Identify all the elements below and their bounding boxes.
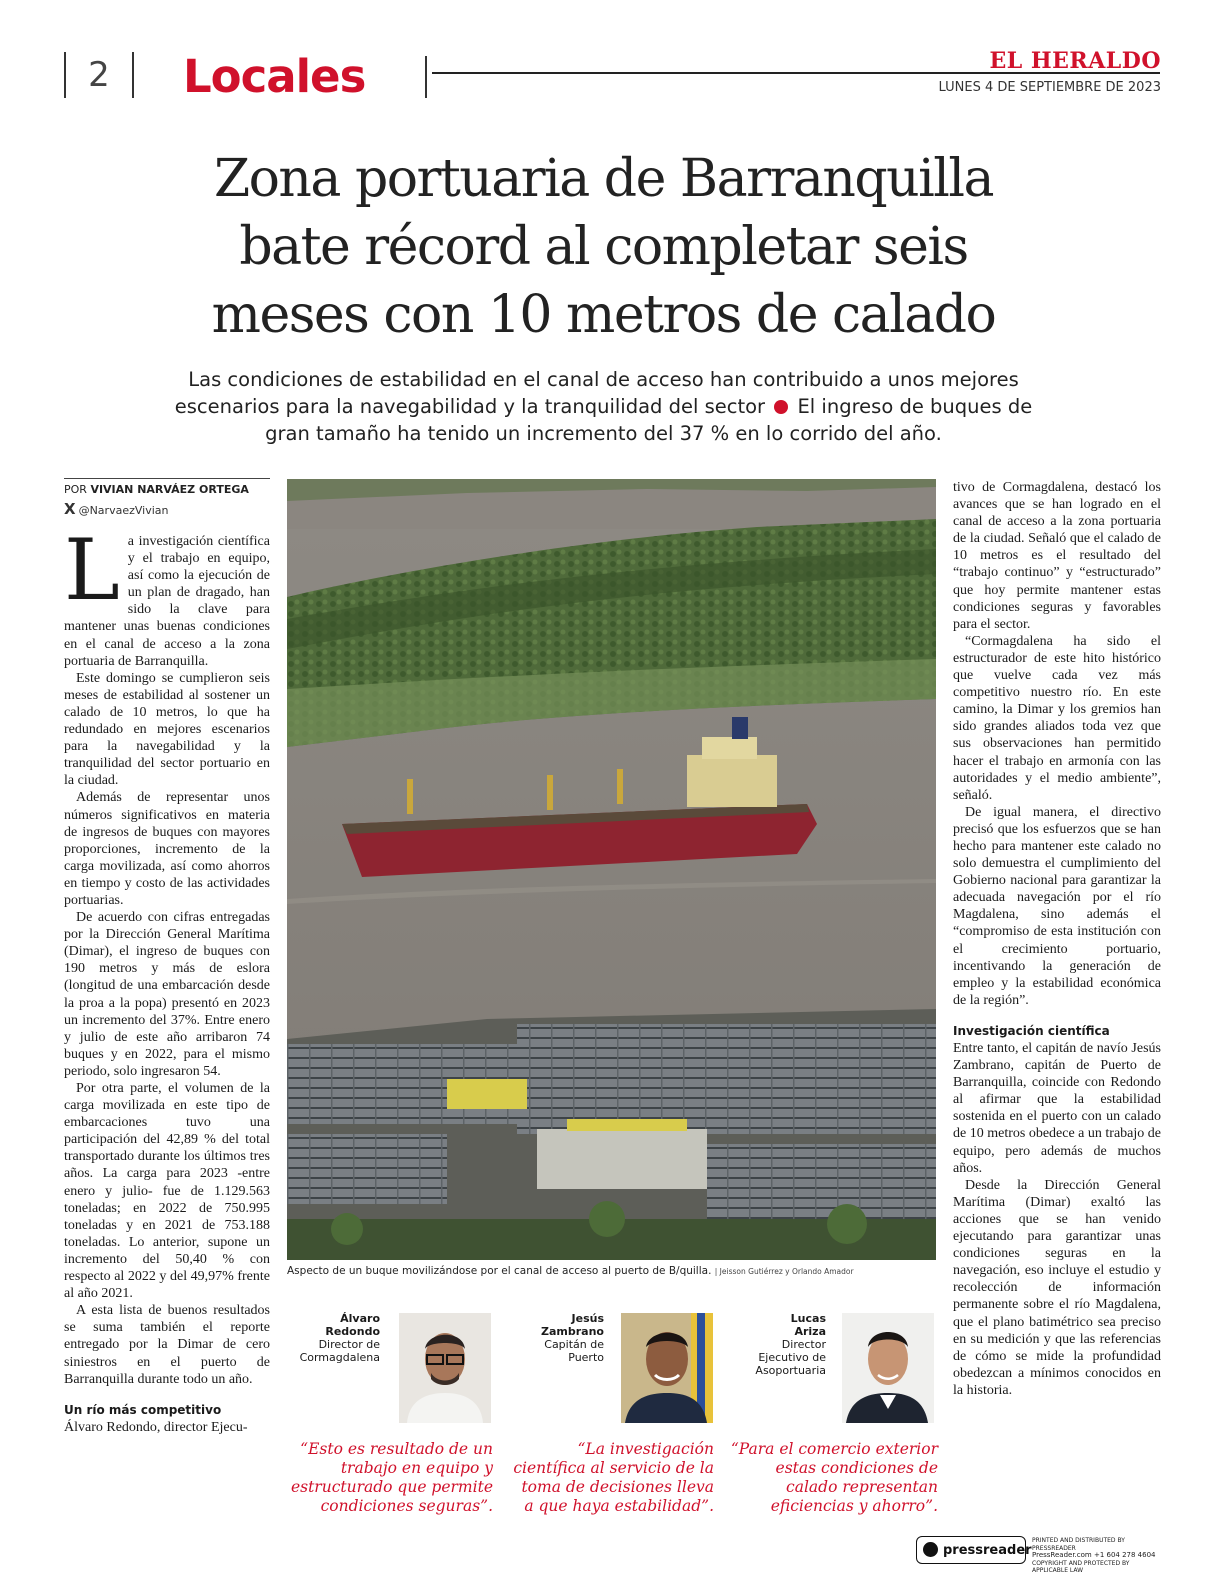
x-logo-icon: X	[64, 500, 76, 518]
paragraph: tivo de Cormagdalena, destacó los avances que se han logrado en el canal de acceso a la zona portuaria de la ciudad. Señaló que el calado de 10 metros es el resultado del “trabajo continuo” y “estructurado” que hoy permite mantener estas condiciones seguras y favorables para el sector.	[953, 480, 1161, 632]
notice-line: COPYRIGHT AND PROTECTED BY APPLICABLE LAW	[1032, 1559, 1130, 1574]
person-role-line: Cormagdalena	[299, 1351, 380, 1364]
portrait-lucas-ariza[interactable]	[842, 1313, 934, 1423]
handle-text: @NarvaezVivian	[78, 504, 169, 517]
paragraph: Este domingo se cumplieron seis meses de estabilidad al sostener un calado de 10 metros, lo que ha redundado en mejores escenarios para la navegabilidad y la tranquilidad del sector portuario en la ciudad.	[64, 670, 270, 789]
article-column-1	[64, 521, 270, 1436]
photo-caption	[287, 1265, 939, 1277]
person-name	[290, 1312, 380, 1364]
paragraph: A esta lista de buenos resultados se suma también el reporte entregado por la Dimar de cero siniestros en el puerto de Barranquilla durante todo un año.	[64, 1303, 270, 1387]
person-role-line: Director de	[318, 1338, 380, 1351]
person-name-line: Álvaro	[340, 1312, 380, 1325]
section-title[interactable]: Locales	[183, 50, 366, 103]
paragraph: De igual manera, el directivo precisó que los esfuerzos que se han hecho para mantener este calado no solo demuestra el cumplimiento del Gobierno nacional para garantizar la adecuada navegación por el río Magdalena, sino además el “compromiso de esta institución con el crecimiento portuario, incentivando la generación de empleo y la estabilidad económica de la región”.	[953, 804, 1161, 1008]
paragraph: Álvaro Redondo, director Ejecu-	[64, 1419, 248, 1435]
pull-quote: “Esto es resultado de un trabajo en equipo y estructurado que permite condiciones seguras”.	[290, 1440, 493, 1515]
pressreader-wordmark: pressreader	[943, 1543, 1032, 1558]
paragraph: De acuerdo con cifras entregadas por la Dirección General Marítima (Dimar), el ingreso de buques con 190 metros y más de eslora (longitud de una embarcación desde la proa a la popa) presentó en 2023 un incremento del 37%. Entre enero y julio de este año arribaron 74 buques y en 2022, para el mismo periodo, solo ingresaron 54.	[64, 910, 270, 1079]
person-name-line: Jesús	[571, 1312, 604, 1325]
byline-prefix: POR	[64, 483, 87, 496]
portrait-alvaro-redondo[interactable]	[399, 1313, 491, 1423]
pressreader-notice	[1032, 1537, 1162, 1575]
bullet-dot-icon	[774, 400, 788, 414]
person-role-line: Capitán de	[544, 1338, 604, 1351]
newspaper-logo[interactable]: EL HERALDO	[989, 48, 1161, 74]
pull-quote: “La investigación científica al servicio de la toma de decisiones lleva a que haya estabilidad”.	[513, 1440, 714, 1515]
author-name: VIVIAN NARVÁEZ ORTEGA	[90, 483, 249, 496]
person-role-line: Puerto	[568, 1351, 604, 1364]
author-handle[interactable]	[64, 500, 168, 518]
header-divider	[425, 56, 427, 98]
port-aerial-photo[interactable]	[287, 479, 936, 1260]
pressreader-logo[interactable]	[916, 1536, 1032, 1564]
person-name	[508, 1312, 604, 1364]
subheadline	[150, 366, 1057, 447]
issue-date: LUNES 4 DE SEPTIEMBRE DE 2023	[938, 80, 1161, 95]
portrait-jesus-zambrano[interactable]	[621, 1313, 713, 1423]
subheadline-part: El ingreso de buques de gran tamaño ha tenido un incremento del 37 % en lo corrido del año.	[265, 395, 1033, 445]
paragraph: Desde la Dirección General Marítima (Dimar) exaltó las acciones que se han venido ejecutando para garantizar unas condiciones seguras en la navegación, eso incluye el estudio y recolección de información permanente sobre el río Magdalena, que el plano batimétrico sea preciso en su medición y que las referencias de cómo se mide la profundidad obedezcan a mínimos conocidos en la historia.	[953, 1177, 1161, 1398]
pull-quote: “Para el comercio exterior estas condiciones de calado representan eficiencias y ahorro”.	[730, 1440, 938, 1515]
person-name-line: Zambrano	[541, 1325, 604, 1338]
person-role-line: Director	[781, 1338, 826, 1351]
photo-credit: | Jeisson Gutiérrez y Orlando Amador	[714, 1267, 854, 1276]
article-column-3	[953, 479, 1161, 1399]
headline-line: meses con 10 metros de calado	[211, 285, 996, 345]
page-number: 2	[64, 52, 134, 98]
subheadline-part: Las condiciones de estabilidad en el canal de acceso han contribuido a unos mejores escenarios para la navegabilidad y la tranquilidad del sector	[174, 368, 1019, 418]
person-role-line: Asoportuaria	[755, 1364, 826, 1377]
byline	[64, 483, 274, 496]
subheading: Un río más competitivo	[64, 1402, 222, 1417]
person-role-line: Ejecutivo de	[758, 1351, 826, 1364]
notice-line: PressReader.com +1 604 278 4604	[1032, 1551, 1156, 1559]
paragraph: Además de representar unos números significativos en materia de ingresos de buques con mayores proporciones, incremento de la carga movilizada, así como ahorros en tiempo y costo de las actividades portuarias.	[64, 790, 270, 908]
caption-text: Aspecto de un buque movilizándose por el canal de acceso al puerto de B/quilla.	[287, 1265, 712, 1277]
person-name-line: Lucas	[790, 1312, 826, 1325]
paragraph	[64, 521, 270, 670]
person-name-line: Ariza	[794, 1325, 826, 1338]
person-name-line: Redondo	[325, 1325, 380, 1338]
paragraph: “Cormagdalena ha sido el estructurador de este hito histórico que vuelve cada vez más competitivo nuestro río. En este camino, la Dimar y los gremios han sido grandes aliados toda vez que sus observaciones han permitido hacer el trabajo en armonía con las autoridades y el medio ambiente”, señaló.	[953, 633, 1161, 803]
headline-line: bate récord al completar seis	[239, 217, 968, 277]
pressreader-icon	[923, 1542, 938, 1557]
headline	[100, 145, 1107, 349]
paragraph-text: a investigación científica y el trabajo en equipo, así como la ejecución de un plan de dragado, han sido la clave para mantener unas buenas condiciones en el canal de acceso a la zona portuaria de Barranquilla.	[64, 534, 270, 669]
dropcap: L	[64, 521, 120, 619]
paragraph: Por otra parte, el volumen de la carga movilizada en este tipo de embarcaciones tuvo una participación del 42,89 % del total transportado durante los últimos tres años. La carga para 2023 -entre enero y julio- fue de 1.129.563 toneladas; en 2022 de 750.995 toneladas y en 2021 de 753.188 toneladas. Lo anterior, supone un incremento del 50,40 % con respecto al 2022 y del 49,97% frente al año 2021.	[64, 1081, 270, 1302]
byline-rule	[64, 478, 270, 479]
subheading: Investigación científica	[953, 1023, 1110, 1038]
headline-line: Zona portuaria de Barranquilla	[213, 149, 993, 209]
notice-line: PRINTED AND DISTRIBUTED BY PRESSREADER	[1032, 1537, 1125, 1552]
paragraph: Entre tanto, el capitán de navío Jesús Zambrano, capitán de Puerto de Barranquilla, coincide con Redondo al afirmar que la estabilidad sostenida en el puerto con un calado de 10 metros obedece a un trabajo de equipo, pero además de muchos años.	[953, 1041, 1161, 1176]
person-name	[730, 1312, 826, 1377]
